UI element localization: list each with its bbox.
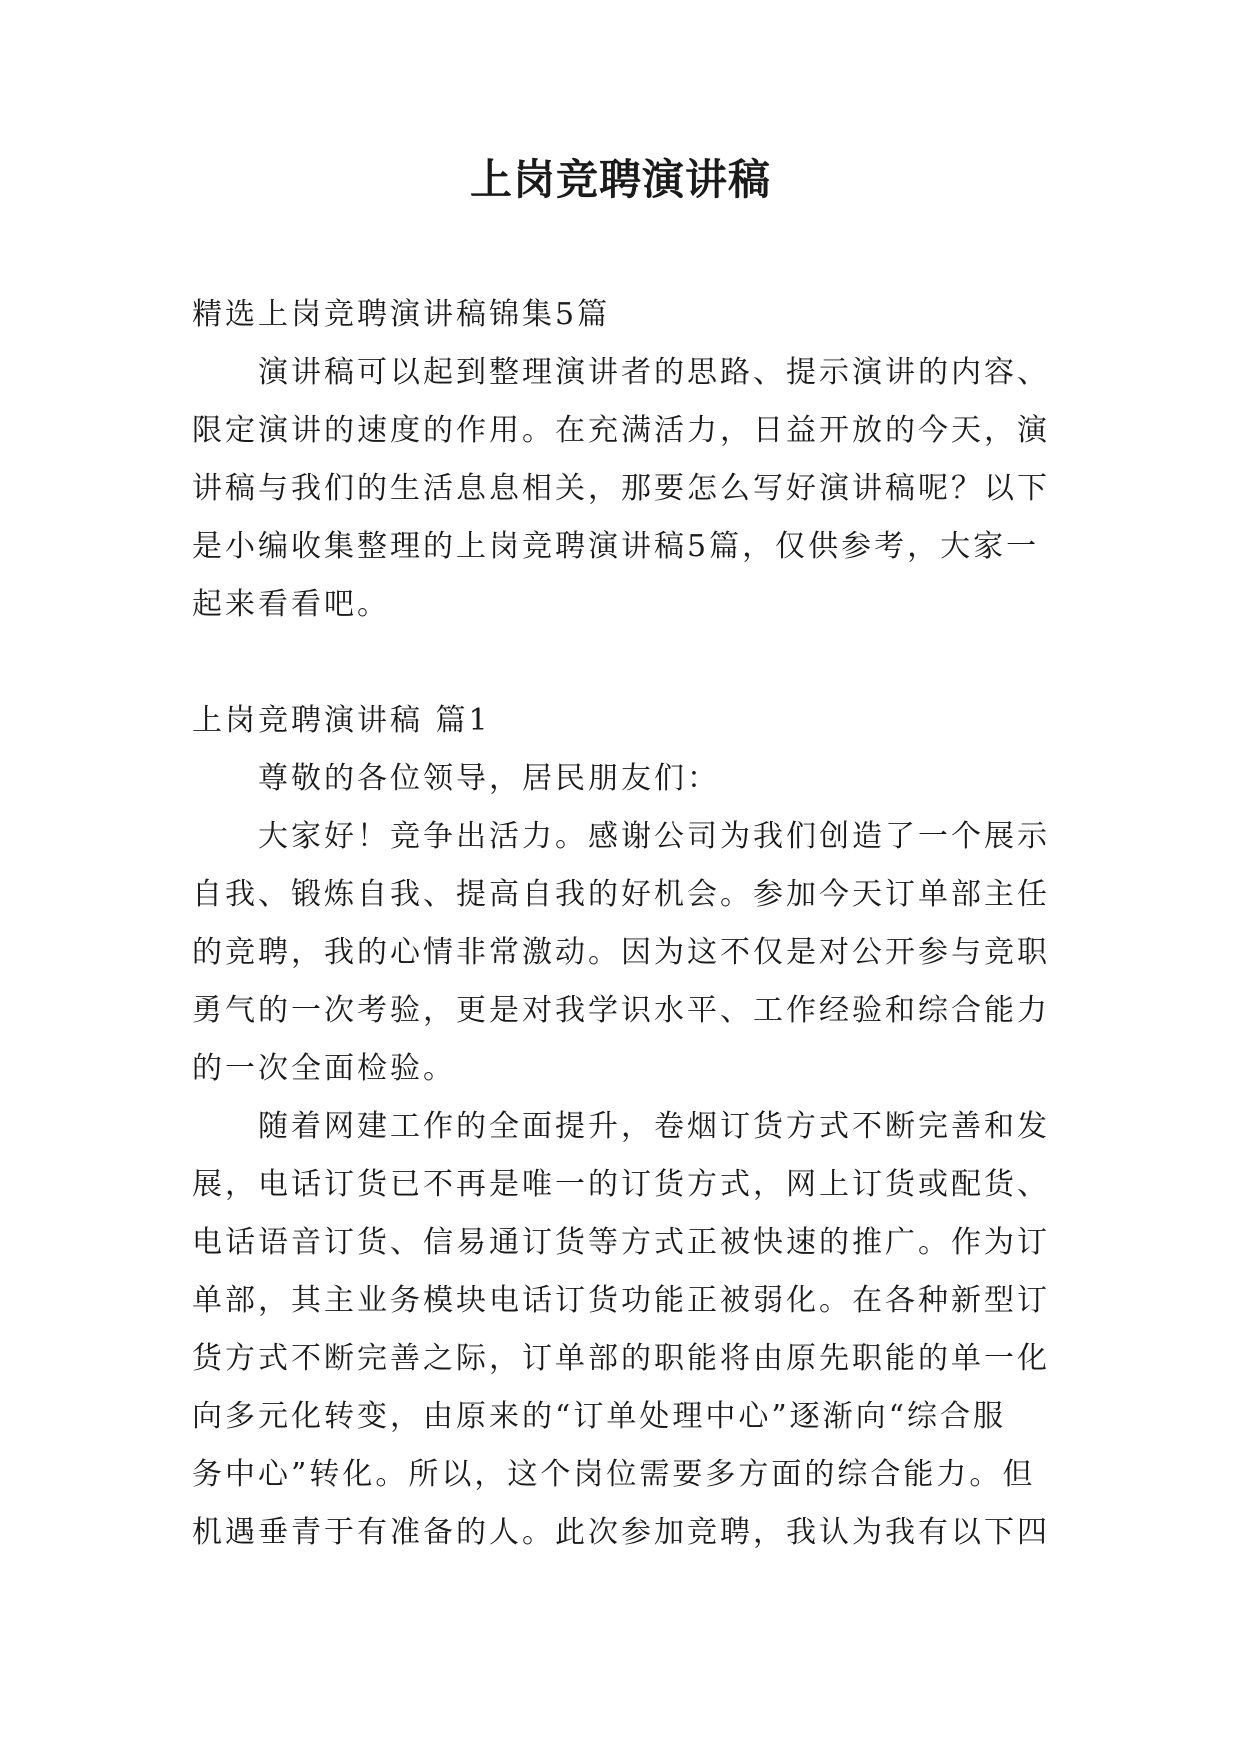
paragraph-line: 向多元化转变，由原来的“订单处理中心”逐渐向“综合服 xyxy=(192,1399,1007,1434)
paragraph-gap xyxy=(192,634,1072,692)
paragraph-line: 大家好！竞争出活力。感谢公司为我们创造了一个展示 xyxy=(258,819,1050,854)
paragraph-line: 随着网建工作的全面提升，卷烟订货方式不断完善和发 xyxy=(258,1109,1050,1144)
paragraph-line: 机遇垂青于有准备的人。此次参加竞聘，我认为我有以下四 xyxy=(192,1515,1050,1550)
paragraph-line: 的一次全面检验。 xyxy=(192,1051,456,1086)
paragraph-line: 务中心”转化。所以，这个岗位需要多方面的综合能力。但 xyxy=(192,1457,1036,1492)
intro-line: 讲稿与我们的生活息息相关，那要怎么写好演讲稿呢？以下 xyxy=(192,471,1050,506)
intro-line: 演讲稿可以起到整理演讲者的思路、提示演讲的内容、 xyxy=(258,355,1050,390)
paragraph-line: 电话语音订货、信易通订货等方式正被快速的推广。作为订 xyxy=(192,1225,1050,1260)
subtitle: 精选上岗竞聘演讲稿锦集5篇 xyxy=(192,297,611,332)
intro-line: 是小编收集整理的上岗竞聘演讲稿5篇，仅供参考，大家一 xyxy=(192,529,1040,564)
paragraph-line: 的竞聘，我的心情非常激动。因为这不仅是对公开参与竞职 xyxy=(192,935,1050,970)
paragraph-line: 勇气的一次考验，更是对我学识水平、工作经验和综合能力 xyxy=(192,993,1050,1028)
intro-line: 限定演讲的速度的作用。在充满活力，日益开放的今天，演 xyxy=(192,413,1050,448)
intro-line: 起来看看吧。 xyxy=(192,587,390,622)
page-title: 上岗竞聘演讲稿 xyxy=(469,155,771,204)
paragraph-line: 展，电话订货已不再是唯一的订货方式，网上订货或配货、 xyxy=(192,1167,1050,1202)
paragraph-line: 自我、锻炼自我、提高自我的好机会。参加今天订单部主任 xyxy=(192,877,1050,912)
paragraph-line: 单部，其主业务模块电话订货功能正被弱化。在各种新型订 xyxy=(192,1283,1050,1318)
section-heading: 上岗竞聘演讲稿 篇1 xyxy=(192,703,491,738)
paragraph-line: 货方式不断完善之际，订单部的职能将由原先职能的单一化 xyxy=(192,1341,1050,1376)
greeting: 尊敬的各位领导，居民朋友们： xyxy=(258,761,720,796)
document-body xyxy=(192,286,1072,1562)
